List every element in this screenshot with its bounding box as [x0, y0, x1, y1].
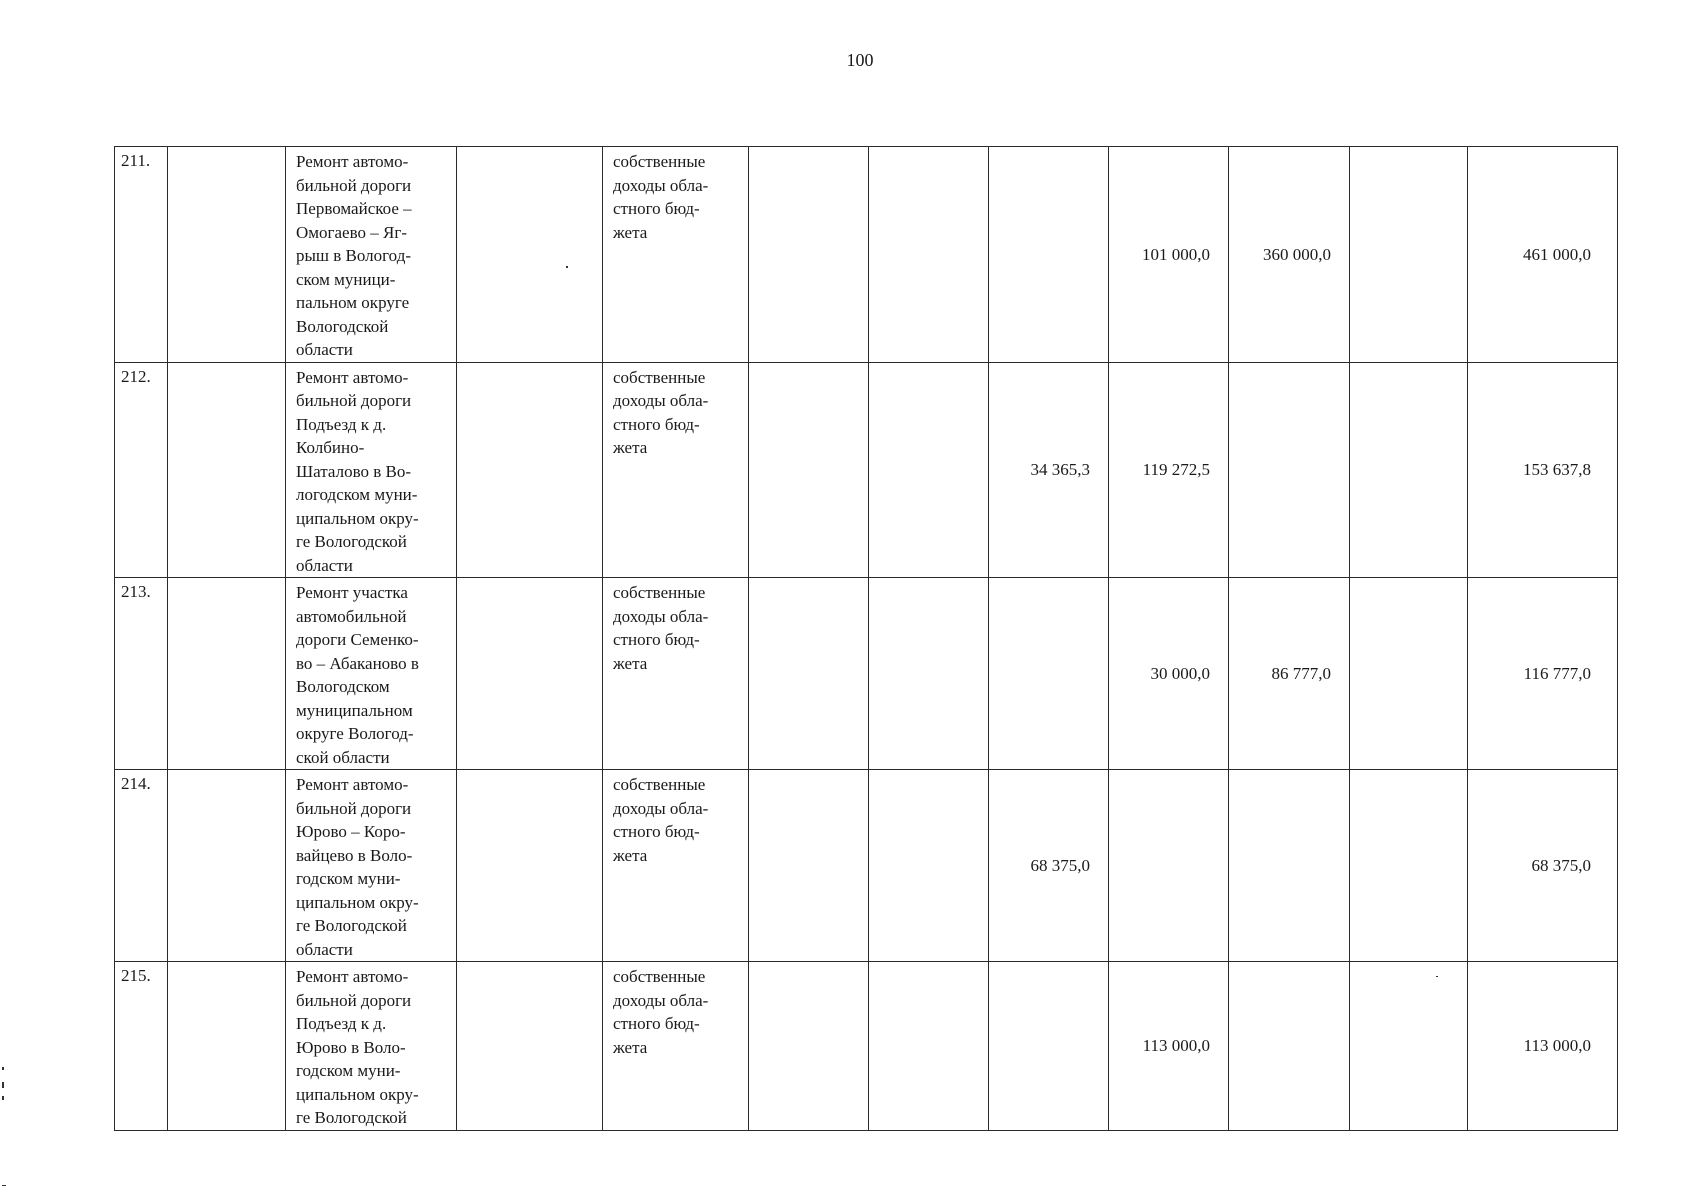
table-row	[115, 770, 1618, 962]
object-name-line: Юрово – Коро-	[296, 822, 406, 841]
object-name-line: округе Вологод-	[296, 724, 414, 743]
object-name	[286, 770, 457, 962]
amount-v4: 119 272,5	[1109, 362, 1229, 578]
amount-v6	[1350, 362, 1468, 578]
funding-source	[603, 578, 749, 770]
empty-cell	[457, 362, 603, 578]
funding-source-line: доходы обла-	[613, 391, 709, 410]
amount-v4: 113 000,0	[1109, 962, 1229, 1131]
funding-source-line: собственные	[613, 583, 706, 602]
row-number: 214.	[115, 770, 168, 962]
funding-source-line: собственные	[613, 775, 706, 794]
amount-v5	[1229, 962, 1350, 1131]
funding-source-line: доходы обла-	[613, 175, 709, 195]
empty-cell	[457, 770, 603, 962]
object-name-line: бильной дороги	[296, 798, 412, 818]
object-name-line: Подъезд к д.	[296, 414, 387, 434]
funding-source	[603, 962, 749, 1131]
row-number: 213.	[115, 578, 168, 770]
table-row	[115, 578, 1618, 770]
table-row	[115, 362, 1618, 578]
funding-source-line: стного бюд-	[613, 414, 700, 434]
amount-v4	[1109, 770, 1229, 962]
funding-source	[603, 770, 749, 962]
funding-source-line: стного бюд-	[613, 630, 700, 649]
scan-speck	[1436, 976, 1438, 977]
empty-cell	[168, 962, 286, 1131]
object-name-line: Ремонт автомо-	[296, 967, 409, 986]
amount-v1	[749, 770, 869, 962]
object-name-line: ципальном окру-	[296, 892, 419, 912]
object-name-line: Первомайское –	[296, 199, 412, 218]
amount-total: 461 000,0	[1468, 147, 1618, 363]
scan-speck	[2, 1185, 6, 1186]
amount-v2	[869, 362, 989, 578]
object-name	[286, 147, 457, 363]
row-number: 212.	[115, 362, 168, 578]
empty-cell	[168, 578, 286, 770]
amount-v3	[989, 147, 1109, 363]
object-name-line: годском муни-	[296, 869, 401, 888]
object-name-line: муниципальном	[296, 700, 413, 720]
object-name-line: ской области	[296, 747, 390, 767]
funding-source-line: стного бюд-	[613, 199, 700, 218]
object-name	[286, 362, 457, 578]
object-name-line: бильной дороги	[296, 990, 412, 1010]
object-name-line: Вологодской	[296, 316, 389, 336]
amount-v6	[1350, 578, 1468, 770]
amount-v3: 68 375,0	[989, 770, 1109, 962]
budget-table	[114, 146, 1618, 1131]
amount-v2	[869, 770, 989, 962]
amount-v1	[749, 962, 869, 1131]
scan-speck	[2, 1082, 4, 1088]
object-name-line: Ремонт автомо-	[296, 775, 409, 794]
object-name-line: ципальном окру-	[296, 508, 419, 528]
empty-cell	[457, 962, 603, 1131]
funding-source-line: собственные	[613, 967, 706, 986]
amount-v6	[1350, 962, 1468, 1131]
funding-source	[603, 362, 749, 578]
object-name-line: логодском муни-	[296, 485, 418, 504]
amount-v5: 360 000,0	[1229, 147, 1350, 363]
amount-v4: 30 000,0	[1109, 578, 1229, 770]
object-name-line: Омогаево – Яг-	[296, 222, 407, 242]
table-row	[115, 147, 1618, 363]
row-number: 215.	[115, 962, 168, 1131]
amount-v3	[989, 578, 1109, 770]
scan-speck	[2, 1096, 4, 1100]
table-row	[115, 962, 1618, 1131]
amount-v3	[989, 962, 1109, 1131]
object-name-line: вайцево в Воло-	[296, 845, 413, 865]
object-name-line: Подъезд к д.	[296, 1014, 387, 1033]
amount-total: 113 000,0	[1468, 962, 1618, 1131]
amount-total: 116 777,0	[1468, 578, 1618, 770]
object-name-line: Шаталово в Во-	[296, 461, 412, 481]
amount-v6	[1350, 147, 1468, 363]
object-name-line: Вологодском	[296, 677, 390, 696]
object-name	[286, 578, 457, 770]
amount-v3: 34 365,3	[989, 362, 1109, 578]
empty-cell	[168, 770, 286, 962]
object-name-line: бильной дороги	[296, 175, 412, 195]
funding-source	[603, 147, 749, 363]
object-name-line: Юрово в Воло-	[296, 1037, 406, 1057]
amount-v2	[869, 962, 989, 1131]
amount-v4: 101 000,0	[1109, 147, 1229, 363]
scan-speck	[566, 266, 568, 268]
amount-v5	[1229, 770, 1350, 962]
row-number: 211.	[115, 147, 168, 363]
funding-source-line: жета	[613, 438, 648, 457]
object-name-line: ском муници-	[296, 269, 396, 289]
funding-source-line: доходы обла-	[613, 990, 709, 1010]
object-name-line: автомобильной	[296, 606, 407, 626]
object-name-line: ге Вологодской	[296, 1108, 407, 1127]
object-name	[286, 962, 457, 1131]
object-name-line: Ремонт автомо-	[296, 152, 409, 171]
amount-v2	[869, 578, 989, 770]
funding-source-line: жета	[613, 845, 648, 865]
amount-v5	[1229, 362, 1350, 578]
scan-speck	[2, 1067, 4, 1070]
object-name-line: рыш в Вологод-	[296, 246, 412, 265]
object-name-line: пальном округе	[296, 293, 410, 312]
empty-cell	[168, 362, 286, 578]
object-name-line: бильной дороги	[296, 391, 412, 410]
empty-cell	[457, 578, 603, 770]
amount-v1	[749, 578, 869, 770]
page-number: 100	[846, 50, 874, 70]
funding-source-line: собственные	[613, 367, 706, 387]
funding-source-line: доходы обла-	[613, 606, 709, 626]
amount-v1	[749, 147, 869, 363]
object-name-line: во – Абаканово в	[296, 653, 419, 673]
object-name-line: области	[296, 939, 353, 959]
amount-v1	[749, 362, 869, 578]
funding-source-line: стного бюд-	[613, 822, 700, 841]
funding-source-line: доходы обла-	[613, 798, 709, 818]
funding-source-line: жета	[613, 222, 648, 242]
object-name-line: ге Вологодской	[296, 916, 407, 935]
object-name-line: ге Вологодской	[296, 532, 407, 551]
object-name-line: ципальном окру-	[296, 1084, 419, 1104]
object-name-line: дороги Семенко-	[296, 630, 419, 649]
amount-v5: 86 777,0	[1229, 578, 1350, 770]
object-name-line: области	[296, 555, 353, 575]
object-name-line: Колбино-	[296, 438, 365, 457]
object-name-line: области	[296, 340, 353, 359]
object-name-line: Ремонт автомо-	[296, 367, 409, 387]
amount-v6	[1350, 770, 1468, 962]
funding-source-line: стного бюд-	[613, 1014, 700, 1033]
empty-cell	[168, 147, 286, 363]
funding-source-line: собственные	[613, 152, 706, 171]
amount-total: 68 375,0	[1468, 770, 1618, 962]
amount-total: 153 637,8	[1468, 362, 1618, 578]
amount-v2	[869, 147, 989, 363]
empty-cell	[457, 147, 603, 363]
object-name-line: Ремонт участка	[296, 583, 408, 602]
object-name-line: годском муни-	[296, 1061, 401, 1080]
funding-source-line: жета	[613, 653, 648, 673]
funding-source-line: жета	[613, 1037, 648, 1057]
